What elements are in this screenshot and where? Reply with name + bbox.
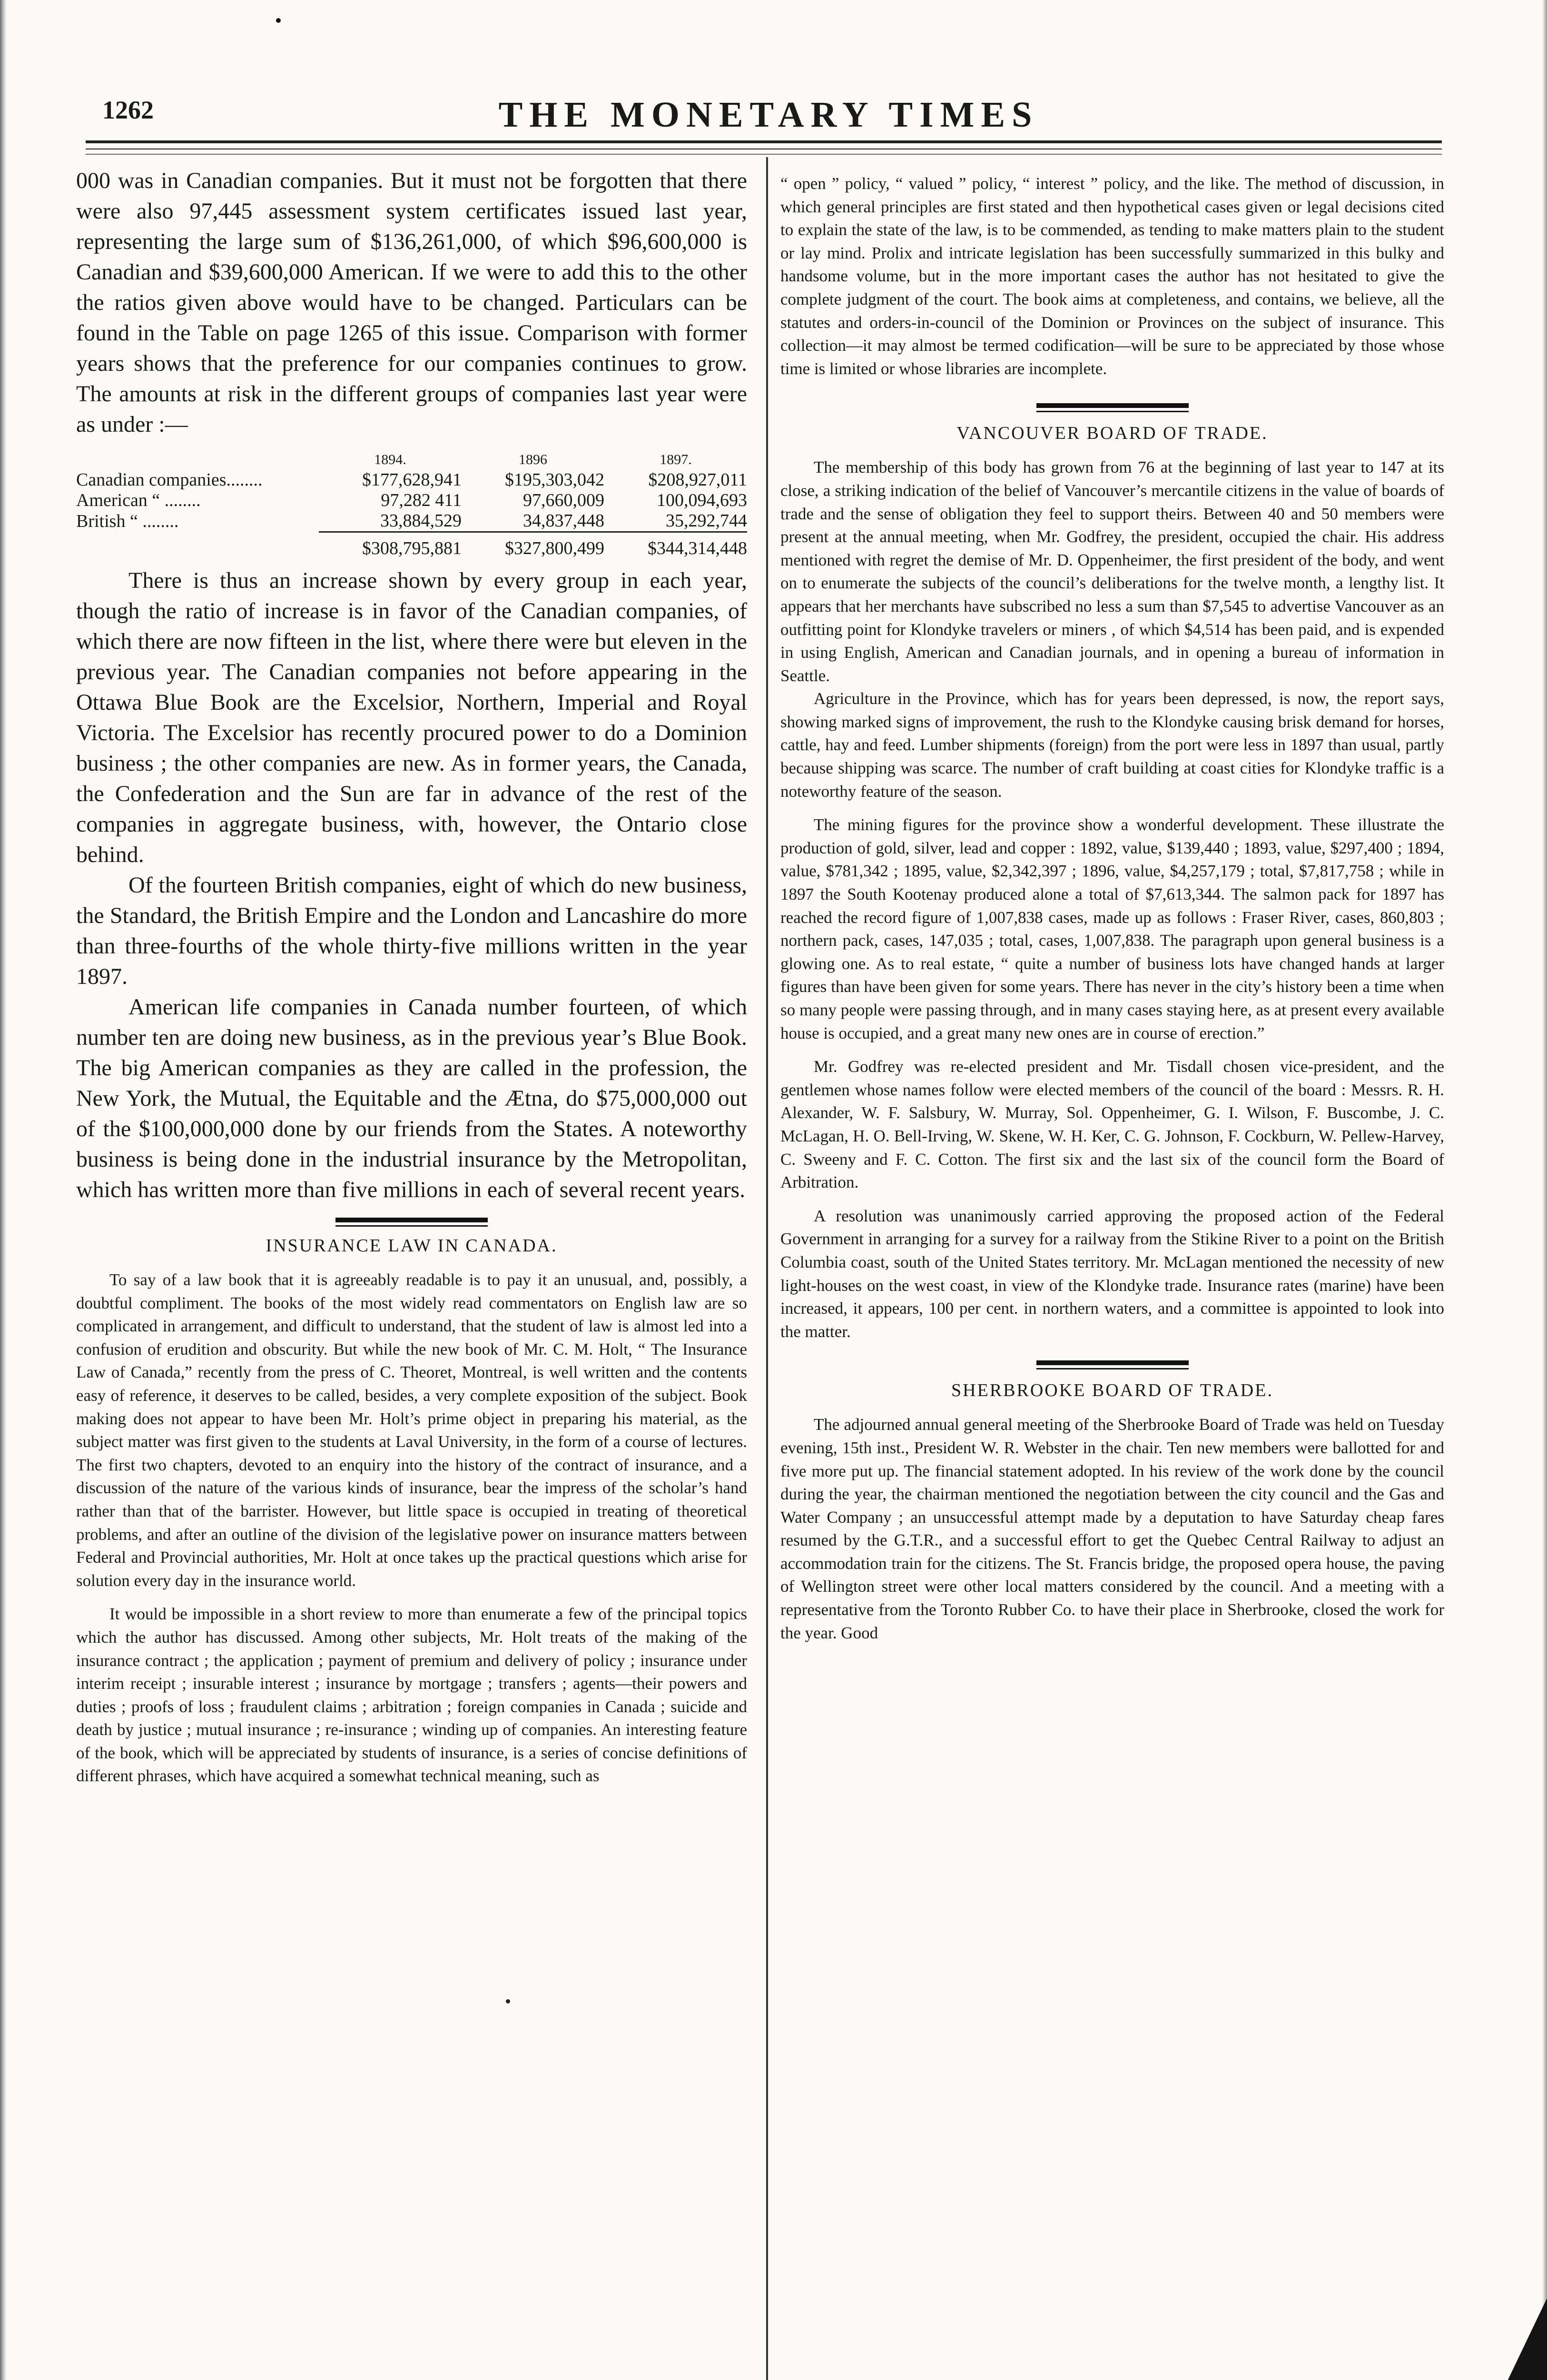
- left-column: [76, 166, 747, 1788]
- masthead-title: THE MONETARY TIMES: [498, 95, 1039, 135]
- article-paragraph: Agriculture in the Province, which has for years been depressed, is now, the report says, showing marked signs of improvement, the rush to the Klondyke causing brisk demand for horses, cattle, hay and feed. Lumber shipments (foreign) from the port were less in 1897 than usual, partly because shipping was scarce. The number of craft building at coast cities for Klondyke traffic is a noteworthy feature of the season.: [780, 689, 1444, 801]
- cell: 33,884,529: [380, 511, 462, 531]
- article-paragraph: The mining figures for the province show a wonderful development. These illustrate the production of gold, silver, lead and copper : 1892, value, $139,440 ; 1893, value, $297,400 ; 1894, value, $781,342 ; 1895, value, $2,342,397 ; 1896, value, $4,257,179 ; total, $7,817,758 ; while in 1897 the South Kootenay produced alone a total of $7,613,344. The salmon pack for 1897 has reached the record figure of 1,007,838 cases, made up as follows : Fraser River, cases, 860,803 ; northern pack, cases, 147,035 ; total, cases, 1,007,838. The paragraph upon general business is a glowing one. As to real estate, “ quite a number of business lots have changed hands at larger figures than have been given for some years. There has never in the city’s history been a time when so many people were passing through, and in many cases staying here, as at present every available house is occupied, and a great many new ones are in course of erection.”: [780, 815, 1444, 1042]
- cell: $208,927,011: [648, 470, 747, 490]
- right-column: [780, 172, 1444, 1645]
- cell: $177,628,941: [362, 470, 462, 490]
- article-paragraph: The adjourned annual general meeting of the Sherbrooke Board of Trade was held on Tuesday evening, 15th inst., President W. R. Webster in the chair. Ten new members were ballotted for and five more put up. The financial statement adopted. In his review of the work done by the council during the year, the chairman mentioned the negotiation between the city council and the Gas and Water Company ; an unsuccessful attempt made by a deputation to have Saturday cheap fares resumed by the G.T.R., and a successful effort to get the Quebec Central Railway to adjust an accommodation train for the citizens. The St. Francis bridge, the proposed opera house, the paving of Wellington street were other local matters considered by the council. And a meeting with a representative from the Toronto Rubber Co. to have their place in Sherbrooke, closed the work for the year. Good: [780, 1415, 1444, 1642]
- table-header-row: [76, 449, 747, 470]
- article-paragraph: A resolution was unanimously carried approving the proposed action of the Federal Government in arranging for a survey for a railway from the Stikine River to a point on the British Columbia coast, south of the United States territory. Mr. McLagan mentioned the necessity of new light-houses on the west coast, in view of the Klondyke trade. Insurance rates (marine) have been increased, it appears, 100 per cent. in northern waters, and a committee is appointed to look into the matter.: [780, 1206, 1444, 1341]
- total-cell: $344,314,448: [604, 532, 747, 559]
- table-row: [76, 511, 747, 532]
- row-label: Canadian companies........: [76, 470, 263, 490]
- page-edge-right: [1542, 0, 1547, 2380]
- total-cell: $327,800,499: [462, 532, 604, 559]
- section-heading: INSURANCE LAW IN CANADA.: [266, 1236, 558, 1256]
- intro-paragraph: 000 was in Canadian companies. But it must not be forgotten that there were also 97,445 assessment system certificates issued last year, representing the large sum of $136,261,000, of which $96,600,000 is Canadian and $39,600,000 American. If we were to add this to the other the ratios given above would have to be changed. Particulars can be found in the Table on page 1265 of this issue. Comparison with former years shows that the preference for our companies continues to grow. The amounts at risk in the different groups of companies last year were as under :—: [76, 168, 747, 437]
- row-label: American “ ........: [76, 490, 201, 510]
- col-header: 1897.: [660, 452, 692, 467]
- article-paragraph: It would be impossible in a short review to more than enumerate a few of the principal topics which the author has discussed. Among other subjects, Mr. Holt treats of the making of the insurance contract ; the application ; payment of premium and delivery of policy ; insurance under interim receipt ; insurable interest ; insurance by mortgage ; transfers ; agents—their powers and duties ; proofs of loss ; fraudulent claims ; arbitration ; foreign companies in Canada ; suicide and death by justice ; mutual insurance ; re-insurance ; winding up of companies. An interesting feature of the book, which will be appreciated by students of insurance, is a series of concise definitions of different phrases, which have acquired a somewhat technical meaning, such as: [76, 1605, 747, 1785]
- column-divider: [766, 157, 768, 2380]
- page-number: 1262: [102, 96, 154, 124]
- table-total-row: [76, 532, 747, 559]
- col-header: 1894.: [374, 452, 406, 467]
- article-paragraph: To say of a law book that it is agreeably readable is to pay it an unusual, and, possibly, a doubtful compliment. The books of the most widely read commentators on English law are so complicated in arrangement, and difficult to understand, that the student of law is almost led into a confusion of erudition and obscurity. But while the new book of Mr. C. M. Holt, “ The Insurance Law of Canada,” recently from the press of C. Theoret, Montreal, is well written and the contents easy of reference, it deserves to be called, besides, a very complete exposition of the subject. Book making does not appear to have been Mr. Holt’s prime object in preparing his material, as the subject matter was first given to the students at Laval University, in the form of a course of lectures. The first two chapters, devoted to an enquiry into the history of the contract of insurance, and a discussion of the nature of the various kinds of insurance, bear the impress of the scholar’s hand rather than that of the barrister. However, but little space is occupied in treating of theoretical problems, and after an outline of the division of the legislative power on insurance matters between Federal and Provincial authorities, Mr. Holt at once takes up the practical questions which arise for solution every day in the insurance world.: [76, 1270, 747, 1590]
- section-ornament: [76, 1218, 747, 1227]
- ink-speck: [276, 18, 281, 23]
- section-heading: SHERBROOKE BOARD OF TRADE.: [951, 1380, 1273, 1401]
- cell: 97,660,009: [523, 490, 604, 510]
- ink-speck: [506, 1999, 510, 2003]
- table-row: [76, 490, 747, 511]
- table-row: [76, 470, 747, 490]
- page-edge-shadow: [0, 0, 7, 2380]
- total-cell: $308,795,881: [319, 532, 462, 559]
- section-ornament: [780, 403, 1444, 412]
- section-ornament: [780, 1360, 1444, 1369]
- row-label: British “ ........: [76, 511, 179, 531]
- cell: 97,282 411: [381, 490, 462, 510]
- cell: 100,094,693: [657, 490, 747, 510]
- article-paragraph: The membership of this body has grown from 76 at the beginning of last year to 147 at its close, a striking indication of the belief of Vancouver’s mercantile citizens in the value of boards of trade and the sense of obligation they feel to support theirs. Between 40 and 50 members were present at the annual meeting, when Mr. Godfrey, the president, occupied the chair. His address mentioned with regret the demise of Mr. D. Oppenheimer, the first president of the body, and went on to enumerate the subjects of the council’s deliberations for the twelve month, a lengthy list. It appears that her merchants have subscribed no less a sum than $7,545 to advertise Vancouver as an outfitting point for Klondyke travelers or miners , of which $4,514 has been paid, and is expended in using English, American and Canadian journals, and in opening a bureau of information in Seattle.: [780, 458, 1444, 685]
- body-paragraph: There is thus an increase shown by every group in each year, though the ratio of increase is in favor of the Canadian companies, of which there are now fifteen in the list, where there were but eleven in the previous year. The Canadian companies not before appearing in the Ottawa Blue Book are the Excelsior, Northern, Imperial and Royal Victoria. The Excelsior has recently procured power to do a Dominion business ; the other companies are new. As in former years, the Canada, the Confederation and the Sun are far in advance of the rest of the companies in aggregate business, with, however, the Ontario close behind.: [76, 568, 747, 867]
- header-rule-thick: [86, 140, 1442, 143]
- continued-paragraph: “ open ” policy, “ valued ” policy, “ interest ” policy, and the like. The method of discussion, in which general principles are first stated and then hypothetical cases given or legal decisions cited to explain the state of the law, is to be commended, as tending to make matters plain to the student or lay mind. Prolix and intricate legislation has been successfully summarized in this bulky and handsome volume, but in the more important cases the author has not hesitated to give the complete judgment of the court. The book aims at completeness, and contains, we believe, all the statutes and orders-in-council of the Dominion or Provinces on the subject of insurance. This collection—it may almost be termed codification—will be sure to be appreciated by those whose time is limited or whose libraries are incomplete.: [780, 174, 1444, 378]
- article-paragraph: Mr. Godfrey was re-elected president and Mr. Tisdall chosen vice-president, and the gentlemen whose names follow were elected members of the council of the board : Messrs. R. H. Alexander, W. F. Salsbury, W. Murray, Sol. Oppenheimer, G. I. Wilson, F. Buscombe, J. C. McLagan, H. O. Bell-Irving, W. Skene, W. H. Ker, C. G. Johnson, F. Cockburn, W. Pellew-Harvey, C. Sweeny and F. C. Cotton. The first six and the last six of the council form the Board of Arbitration.: [780, 1057, 1444, 1192]
- body-paragraph: American life companies in Canada number fourteen, of which number ten are doing new business, as in the previous year’s Blue Book. The big American companies as they are called in the profession, the New York, the Mutual, the Equitable and the Ætna, do $75,000,000 out of the $100,000,000 done by our friends from the States. A noteworthy business is being done in the industrial insurance by the Metropolitan, which has written more than five millions in each of several recent years.: [76, 994, 747, 1202]
- cell: $195,303,042: [505, 470, 604, 490]
- page-corner-fold: [1495, 2298, 1547, 2380]
- header-rule-dotted: [86, 154, 1442, 155]
- body-paragraph: Of the fourteen British companies, eight of which do new business, the Standard, the British Empire and the London and Lancashire do more than three-fourths of the whole thirty-five millions written in the year 1897.: [76, 873, 747, 989]
- cell: 34,837,448: [523, 511, 604, 531]
- section-heading: VANCOUVER BOARD OF TRADE.: [956, 423, 1268, 444]
- col-header: 1896: [519, 452, 547, 467]
- amounts-at-risk-table: [76, 449, 747, 559]
- cell: 35,292,744: [666, 511, 747, 531]
